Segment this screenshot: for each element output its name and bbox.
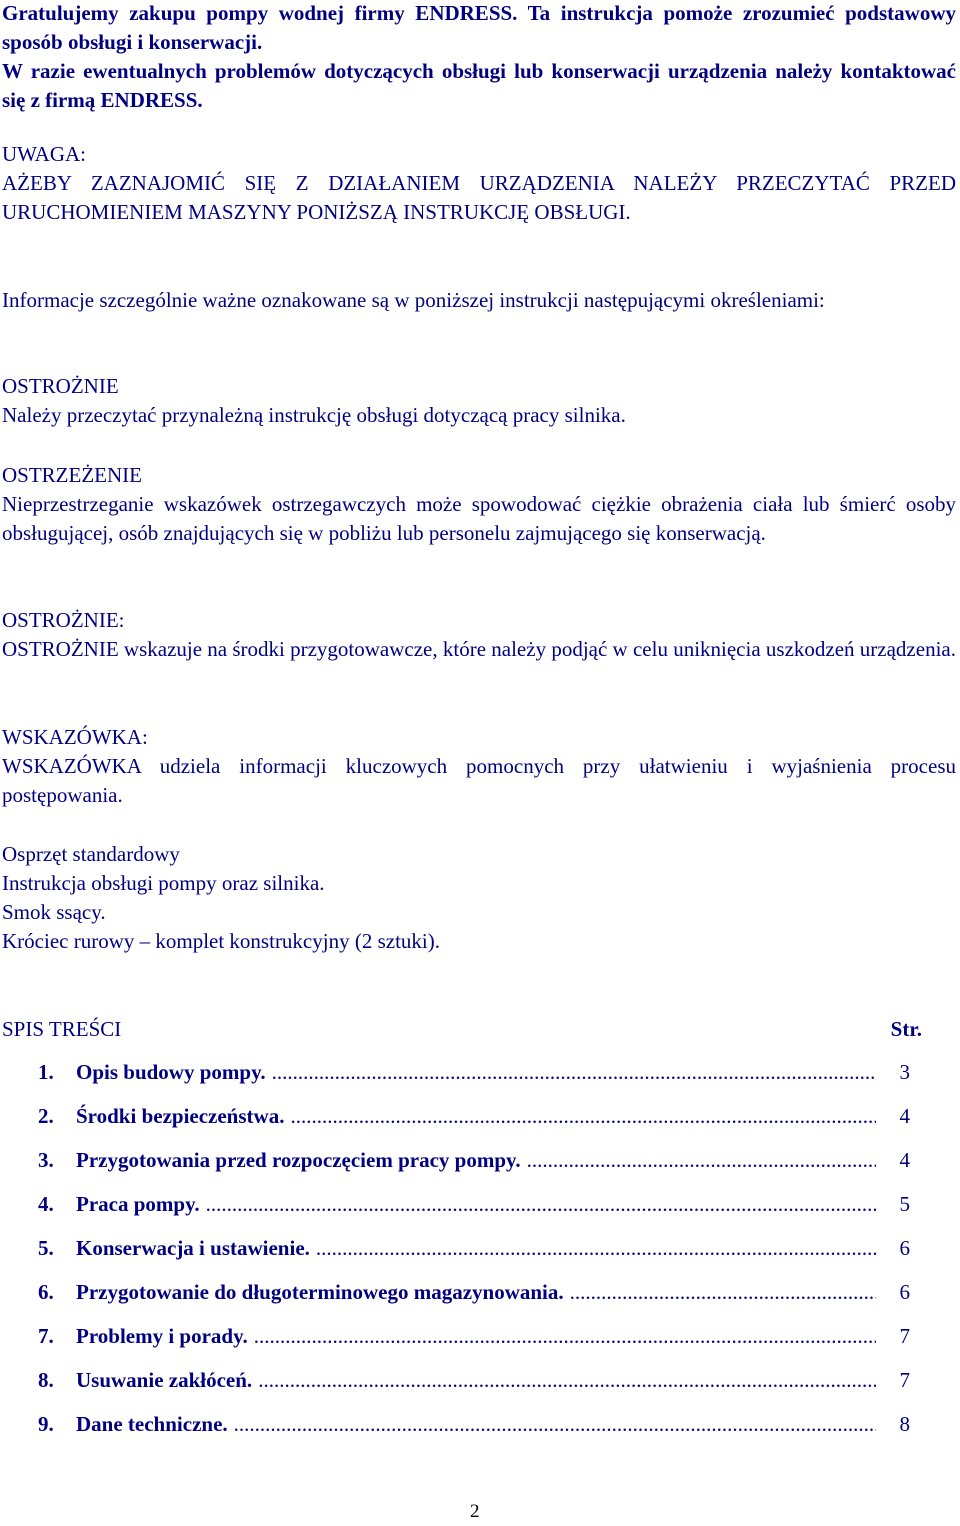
- toc-leader-dots: [206, 1190, 876, 1219]
- info-text: Informacje szczególnie ważne oznakowane są w poniższej instrukcji następującymi określeniami:: [2, 288, 825, 312]
- warning-heading: UWAGA:: [2, 142, 86, 166]
- toc-entry-title: Praca pompy.: [76, 1192, 200, 1216]
- equipment-item: Króciec rurowy – komplet konstrukcyjny (2 sztuki).: [2, 929, 440, 953]
- info-paragraph: [2, 286, 956, 315]
- standard-equipment: [2, 840, 956, 956]
- section-text: WSKAZÓWKA udziela informacji kluczowych pomocnych przy ułatwieniu i wyjaśnienia procesu postępowania.: [2, 754, 956, 807]
- section-heading: OSTROŻNIE:: [2, 608, 125, 632]
- toc-entry-number: 8.: [38, 1368, 54, 1392]
- section-text: OSTROŻNIE wskazuje na środki przygotowawcze, które należy podjąć w celu uniknięcia uszkodzeń urządzenia.: [2, 637, 956, 661]
- toc-leader-dots: [258, 1366, 876, 1395]
- toc-entry-title: Konserwacja i ustawienie.: [76, 1236, 310, 1260]
- equipment-item: Smok ssący.: [2, 900, 106, 924]
- toc-entry-number: 9.: [38, 1412, 54, 1436]
- toc-entry-number: 4.: [38, 1192, 54, 1216]
- toc-leader-dots: [316, 1234, 876, 1263]
- section-hint: [2, 723, 956, 810]
- toc-leader-dots: [272, 1058, 876, 1087]
- table-of-contents: [38, 1058, 910, 1454]
- toc-entry-number: 1.: [38, 1060, 54, 1084]
- toc-entry-title: Dane techniczne.: [76, 1412, 228, 1436]
- toc-entry[interactable]: [38, 1234, 910, 1278]
- toc-entry-number: 7.: [38, 1324, 54, 1348]
- section-text: Należy przeczytać przynależną instrukcję obsługi dotyczącą pracy silnika.: [2, 403, 626, 427]
- section-caution-2: [2, 606, 956, 664]
- toc-entry-title: Usuwanie zakłóceń.: [76, 1368, 253, 1392]
- toc-entry[interactable]: [38, 1366, 910, 1410]
- toc-entry-number: 6.: [38, 1280, 54, 1304]
- toc-entry-page: 5: [899, 1192, 910, 1216]
- toc-entry-title: Przygotowania przed rozpoczęciem pracy pompy.: [76, 1148, 521, 1172]
- toc-entry[interactable]: [38, 1058, 910, 1102]
- section-caution: [2, 372, 956, 430]
- toc-entry-page: 7: [899, 1368, 910, 1392]
- toc-entry-title: Opis budowy pompy.: [76, 1060, 266, 1084]
- toc-entry[interactable]: [38, 1102, 910, 1146]
- toc-entry[interactable]: [38, 1322, 910, 1366]
- page-number: 2: [470, 1501, 480, 1522]
- warning-block: [2, 140, 956, 227]
- toc-entry[interactable]: [38, 1410, 910, 1454]
- toc-entry-title: Przygotowanie do długoterminowego magazynowania.: [76, 1280, 564, 1304]
- toc-entry-page: 6: [899, 1280, 910, 1304]
- section-warning: [2, 461, 956, 548]
- toc-leader-dots: [254, 1322, 876, 1351]
- toc-entry-page: 3: [899, 1060, 910, 1084]
- toc-leader-dots: [570, 1278, 876, 1307]
- toc-entry-number: 2.: [38, 1104, 54, 1128]
- equipment-heading: Osprzęt standardowy: [2, 842, 180, 866]
- equipment-item: Instrukcja obsługi pompy oraz silnika.: [2, 871, 325, 895]
- toc-header: [2, 1015, 922, 1044]
- warning-text: AŻEBY ZAZNAJOMIĆ SIĘ Z DZIAŁANIEM URZĄDZENIA NALEŻY PRZECZYTAĆ PRZED URUCHOMIENIEM MASZYNY PONIŻSZĄ INSTRUKCJĘ OBSŁUGI.: [2, 171, 956, 224]
- toc-entry-title: Środki bezpieczeństwa.: [76, 1104, 285, 1128]
- section-heading: WSKAZÓWKA:: [2, 725, 148, 749]
- toc-entry[interactable]: [38, 1146, 910, 1190]
- toc-entry-page: 7: [899, 1324, 910, 1348]
- toc-leader-dots: [290, 1102, 876, 1131]
- toc-entry[interactable]: [38, 1190, 910, 1234]
- section-heading: OSTROŻNIE: [2, 374, 119, 398]
- intro-line-1: Gratulujemy zakupu pompy wodnej firmy ENDRESS. Ta instrukcja pomoże zrozumieć podstawowy sposób obsługi i konserwacji.: [2, 1, 956, 54]
- toc-page-label: Str.: [890, 1017, 922, 1041]
- section-text: Nieprzestrzeganie wskazówek ostrzegawczych może spowodować ciężkie obrażenia ciała lub śmierć osoby obsługującej, osób znajdujących się w pobliżu lub personelu zajmującego się konserwacją.: [2, 492, 956, 545]
- toc-entry[interactable]: [38, 1278, 910, 1322]
- toc-entry-page: 4: [899, 1148, 910, 1172]
- intro-line-2: W razie ewentualnych problemów dotyczących obsługi lub konserwacji urządzenia należy kontaktować się z firmą ENDRESS.: [2, 59, 956, 112]
- toc-entry-page: 8: [899, 1412, 910, 1436]
- toc-heading: SPIS TREŚCI: [2, 1017, 122, 1041]
- intro-block: [2, 0, 956, 115]
- toc-entry-page: 4: [899, 1104, 910, 1128]
- toc-leader-dots: [527, 1146, 876, 1175]
- toc-entry-number: 3.: [38, 1148, 54, 1172]
- section-heading: OSTRZEŻENIE: [2, 463, 142, 487]
- toc-entry-number: 5.: [38, 1236, 54, 1260]
- toc-leader-dots: [234, 1410, 876, 1439]
- toc-entry-page: 6: [899, 1236, 910, 1260]
- toc-entry-title: Problemy i porady.: [76, 1324, 248, 1348]
